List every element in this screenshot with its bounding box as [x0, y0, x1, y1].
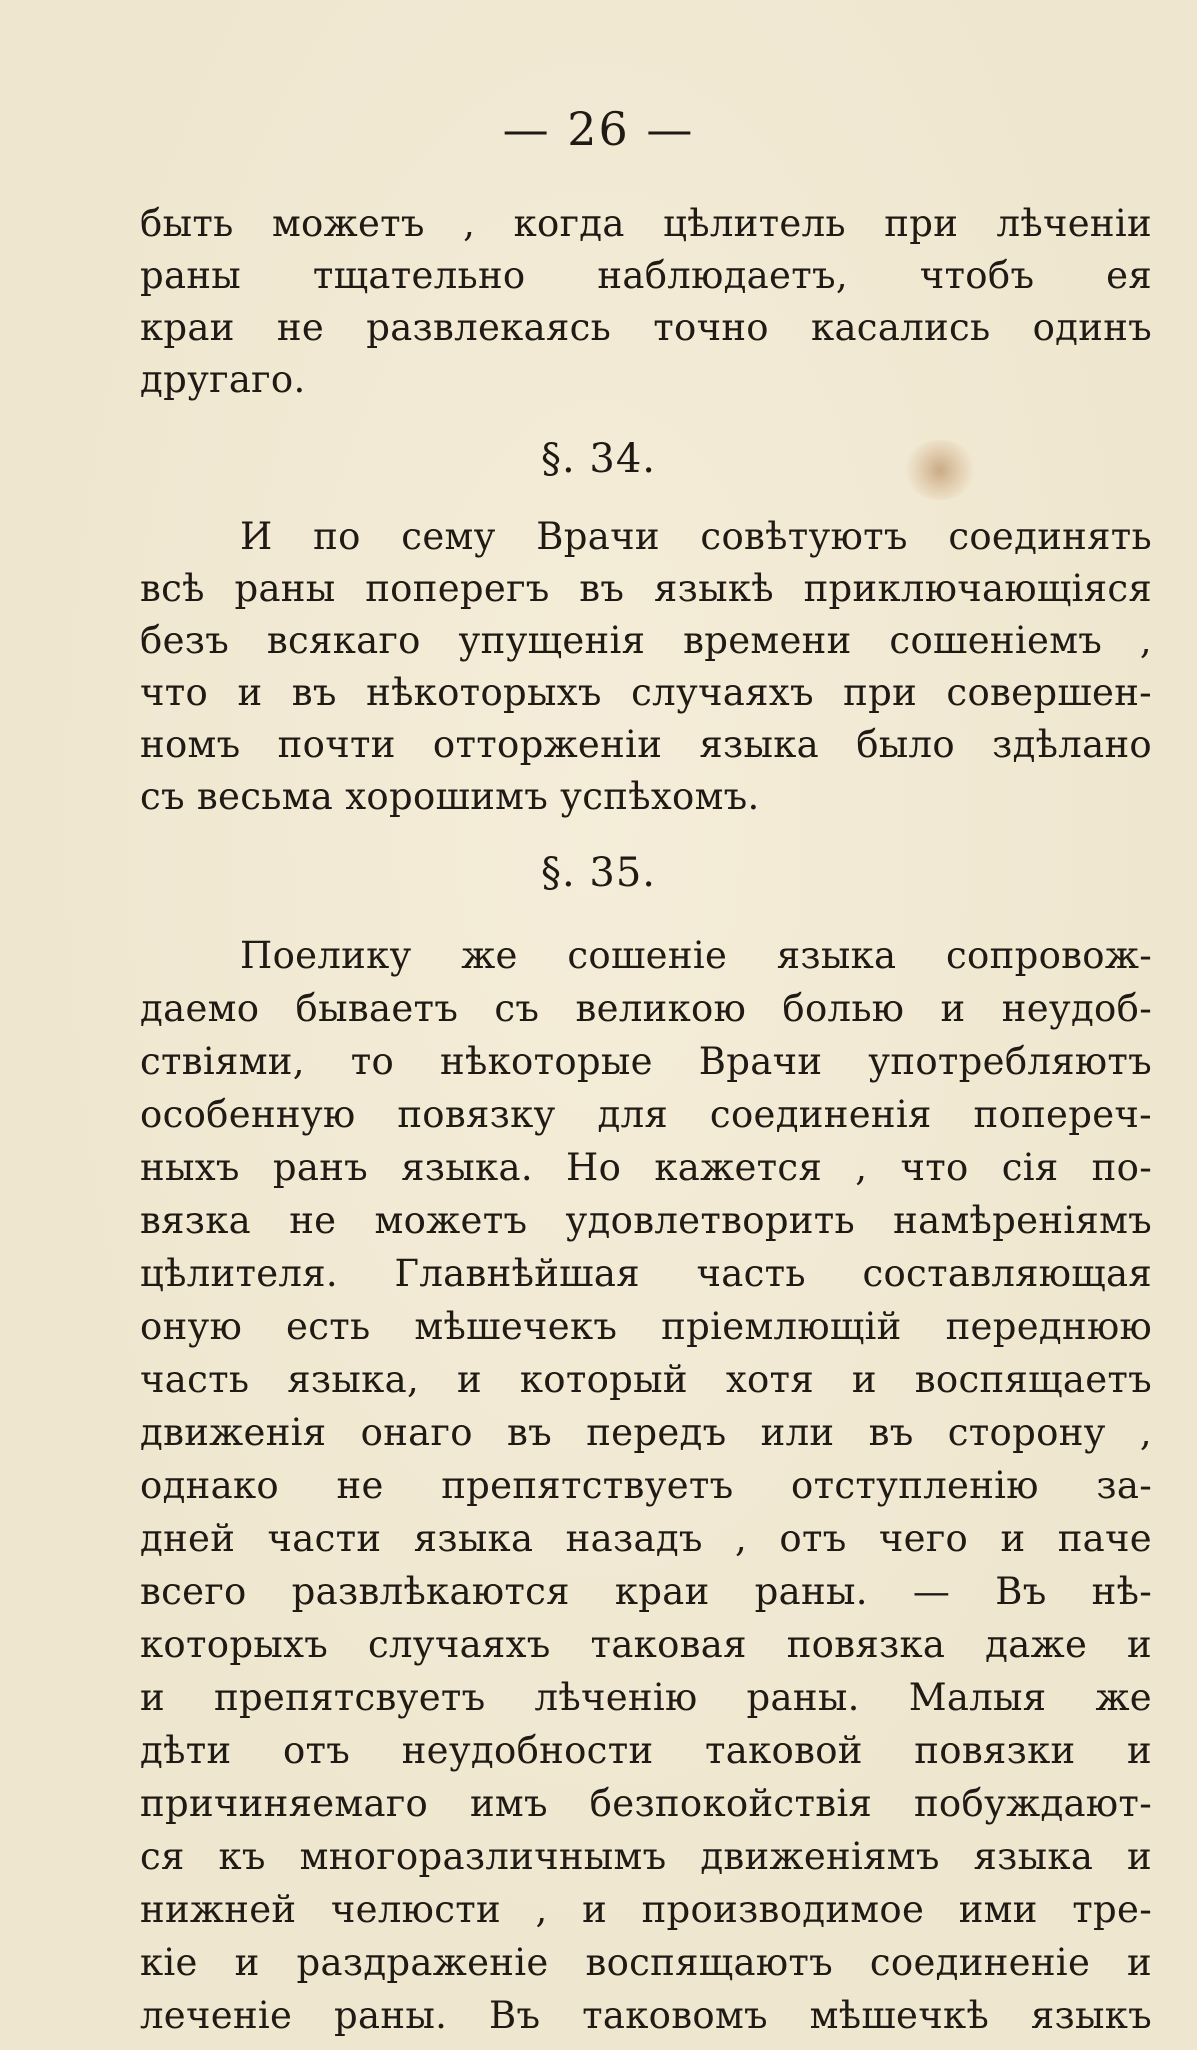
text-line: краи не развлекаясь точно касались одинъ [140, 306, 1152, 349]
page-number: — 26 — [502, 102, 695, 156]
text-line: что и въ нѣкоторыхъ случаяхъ при совершен- [140, 671, 1152, 714]
text-line: И по сему Врачи совѣтуютъ соединять [240, 515, 1152, 558]
text-line: безъ всякаго упущенія времени сошеніемъ , [140, 619, 1152, 662]
text-line: раны тщательно наблюдаетъ, чтобъ ея [140, 254, 1152, 297]
text-line: часть языка, и который хотя и воспящаетъ [140, 1358, 1152, 1401]
text-line: которыхъ случаяхъ таковая повязка даже и [140, 1623, 1152, 1666]
text-line: всѣ раны поперегъ въ языкѣ приключающіяся [140, 567, 1152, 610]
text-line: всего развлѣкаются краи раны. — Въ нѣ- [140, 1570, 1152, 1613]
text-line: однако не препятствуетъ отступленію за- [140, 1464, 1152, 1507]
section-heading-34: §. 34. [540, 436, 657, 482]
text-line: даемо бываетъ съ великою болью и неудоб- [140, 987, 1152, 1030]
text-line: быть можетъ , когда цѣлитель при лѣченіи [140, 202, 1152, 245]
text-line: номъ почти отторженіи языка было здѣлано [140, 723, 1152, 766]
text-line: и препятсвуетъ лѣченію раны. Малыя же [140, 1676, 1152, 1719]
text-line: особенную повязку для соединенія попереч- [140, 1093, 1152, 1136]
text-line: ныхъ ранъ языка. Но кажется , что сія по- [140, 1146, 1152, 1189]
text-line: дѣти отъ неудобности таковой повязки и [140, 1729, 1152, 1772]
text-line: оную есть мѣшечекъ пріемлющій переднюю [140, 1305, 1152, 1348]
text-line: движенія онаго въ передъ или въ сторону , [140, 1411, 1152, 1454]
text-line: леченіе раны. Въ таковомъ мѣшечкѣ языкъ [140, 1994, 1152, 2037]
text-line: нижней челюсти , и производимое ими тре- [140, 1888, 1152, 1931]
text-line: дней части языка назадъ , отъ чего и паче [140, 1517, 1152, 1560]
text-line: цѣлителя. Главнѣйшая часть составляющая [140, 1252, 1152, 1295]
text-line: вязка не можетъ удовлетворить намѣреніямъ [140, 1199, 1152, 1242]
text-line: съ весьма хорошимъ успѣхомъ. [140, 775, 760, 818]
section-heading-35: §. 35. [540, 850, 657, 896]
text-line: кіе и раздраженіе воспящаютъ соединеніе и [140, 1941, 1152, 1984]
text-line: причиняемаго имъ безпокойствія побуждают- [140, 1782, 1152, 1825]
text-line: Поелику же сошеніе языка сопровож- [240, 934, 1152, 977]
text-line: ся къ многоразличнымъ движеніямъ языка и [140, 1835, 1152, 1878]
text-line: ствіями, то нѣкоторые Врачи употребляютъ [140, 1040, 1152, 1083]
text-line: другаго. [140, 358, 306, 401]
